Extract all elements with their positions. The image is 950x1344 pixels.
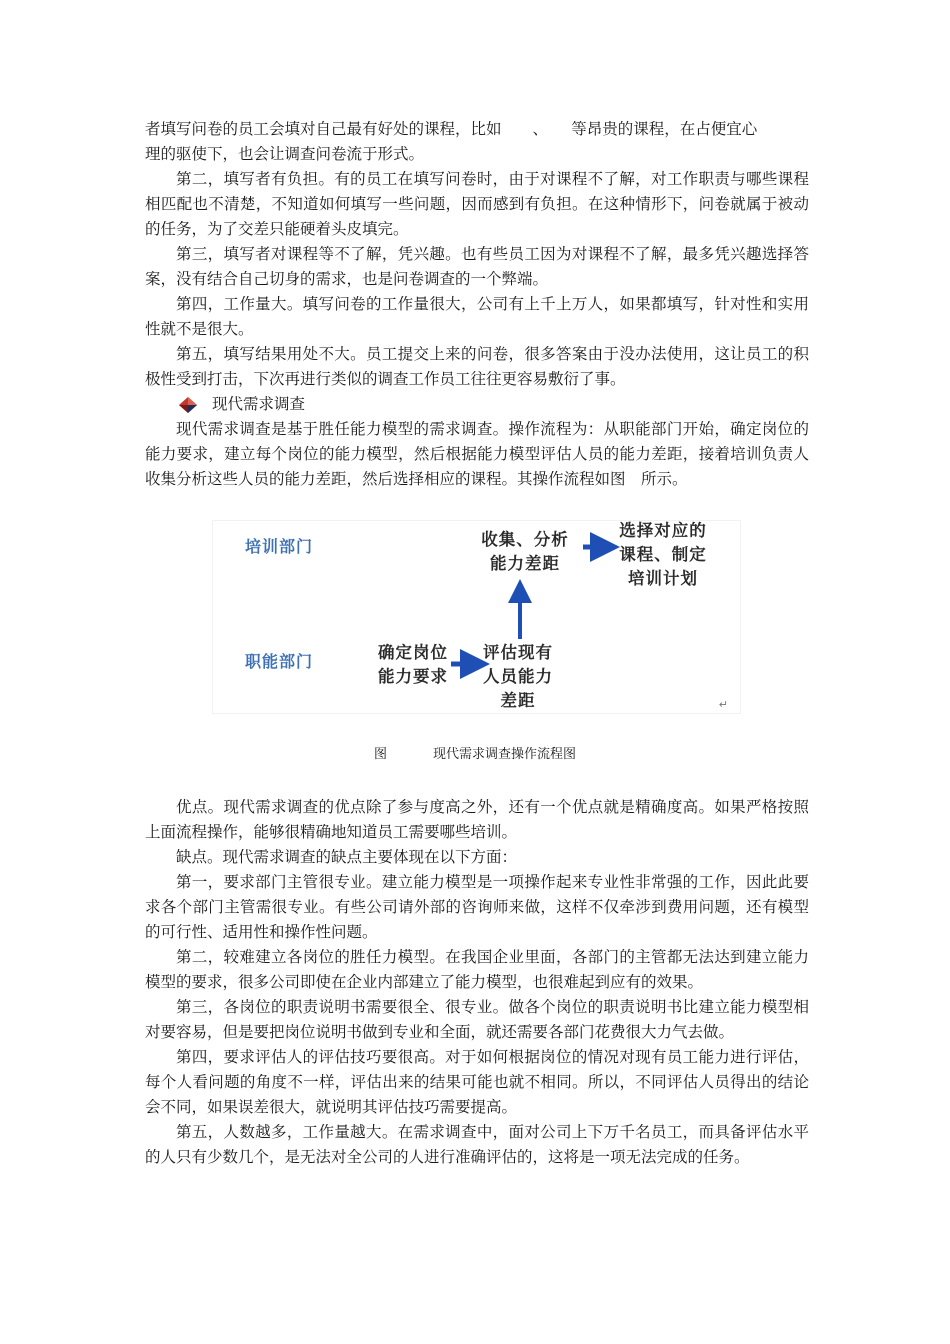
- caption-title: 现代需求调查操作流程图: [433, 747, 577, 762]
- node-line: 选择对应的: [619, 521, 707, 540]
- node-line: 课程、制定: [619, 545, 707, 564]
- paragraph: 第二，填写者有负担。有的员工在填写问卷时，由于对课程不了解，对工作职责与哪些课程相匹配也不清楚，不知道如何填写一些问题，因而感到有负担。在这种情形下，问卷就属于被动的任务，为了交差只能硬着头皮填完。: [145, 170, 809, 238]
- bottom-text-block: [145, 795, 809, 1170]
- paragraph: 第四，工作量大。填写问卷的工作量很大，公司有上千上万人，如果都填写，针对性和实用性就不是很大。: [145, 295, 809, 338]
- node-define-requirements: [373, 641, 453, 689]
- lane-label-functional: 职能部门: [245, 652, 314, 671]
- paragraph: 第一，要求部门主管很专业。建立能力模型是一项操作起来专业性非常强的工作，因此此要求各个部门主管需很专业。有些公司请外部的咨询师来做，这样不仅牵涉到费用问题，还有模型的可行性、适用性和操作性问题。: [145, 873, 809, 941]
- caption-prefix: 图: [373, 747, 387, 762]
- node-line: 评估现有: [483, 643, 553, 662]
- paragraph-return-mark: ↵: [718, 698, 728, 711]
- node-line: 能力差距: [490, 554, 560, 573]
- paragraph: 第三，填写者对课程等不了解，凭兴趣。也有些员工因为对课程不了解，最多凭兴趣选择答案，没有结合自己切身的需求，也是问卷调查的一个弊端。: [145, 245, 809, 288]
- paragraph: 第五，人数越多，工作量越大。在需求调查中，面对公司上下万千名员工，而具备评估水平的人只有少数几个，是无法对全公司的人进行准确评估的，这将是一项无法完成的任务。: [145, 1123, 809, 1166]
- diamond-bullet-icon: [178, 396, 198, 414]
- paragraph: 第四，要求评估人的评估技巧要很高。对于如何根据岗位的情况对现有员工能力进行评估，每个人看问题的角度不一样，评估出来的结果可能也就不相同。所以，不同评估人员得出的结论会不同，如果误差很大，就说明其评估技巧需要提高。: [145, 1048, 809, 1116]
- section-heading-text: 现代需求调查: [212, 395, 306, 413]
- paragraph-line: 理的驱使下，也会让调查问卷流于形式。: [145, 145, 425, 163]
- paragraph-line: 者填写问卷的员工会填对自己最有好处的课程，比如 、 等昂贵的课程，在占便宜心: [145, 120, 758, 138]
- paragraph: 第五，填写结果用处不大。员工提交上来的问卷，很多答案由于没办法使用，这让员工的积极性受到打击，下次再进行类似的调查工作员工往往更容易敷衍了事。: [145, 345, 809, 388]
- paragraph: 现代需求调查是基于胜任能力模型的需求调查。操作流程为：从职能部门开始，确定岗位的能力要求，建立每个岗位的能力模型，然后根据能力模型评估人员的能力差距，接着培训负责人收集分析这些人员的能力差距，然后选择相应的课程。其操作流程如图 所示。: [145, 420, 809, 488]
- node-assess-gap: [475, 641, 561, 713]
- node-line: 人员能力: [483, 667, 553, 686]
- node-line: 培训计划: [628, 569, 698, 588]
- lane-label-training: 培训部门: [245, 537, 314, 556]
- node-select-course: [613, 519, 713, 591]
- paragraph: 优点。现代需求调查的优点除了参与度高之外，还有一个优点就是精确度高。如果严格按照上面流程操作，能够很精确地知道员工需要哪些培训。: [145, 798, 809, 841]
- flowchart-figure: [212, 520, 741, 714]
- top-text-block: [145, 117, 809, 492]
- paragraph: 缺点。现代需求调查的缺点主要体现在以下方面：: [176, 848, 518, 866]
- node-line: 收集、分析: [481, 530, 569, 549]
- node-line: 差距: [500, 691, 536, 710]
- node-line: 确定岗位: [378, 643, 448, 662]
- node-collect-analyze: [475, 528, 575, 576]
- section-heading: [145, 392, 809, 417]
- paragraph: 第二，较难建立各岗位的胜任力模型。在我国企业里面，各部门的主管都无法达到建立能力模型的要求，很多公司即使在企业内部建立了能力模型，也很难起到应有的效果。: [145, 948, 809, 991]
- figure-caption: [0, 745, 950, 765]
- node-line: 能力要求: [378, 667, 448, 686]
- paragraph: 第三，各岗位的职责说明书需要很全、很专业。做各个岗位的职责说明书比建立能力模型相对要容易，但是要把岗位说明书做到专业和全面，就还需要各部门花费很大力气去做。: [145, 998, 809, 1041]
